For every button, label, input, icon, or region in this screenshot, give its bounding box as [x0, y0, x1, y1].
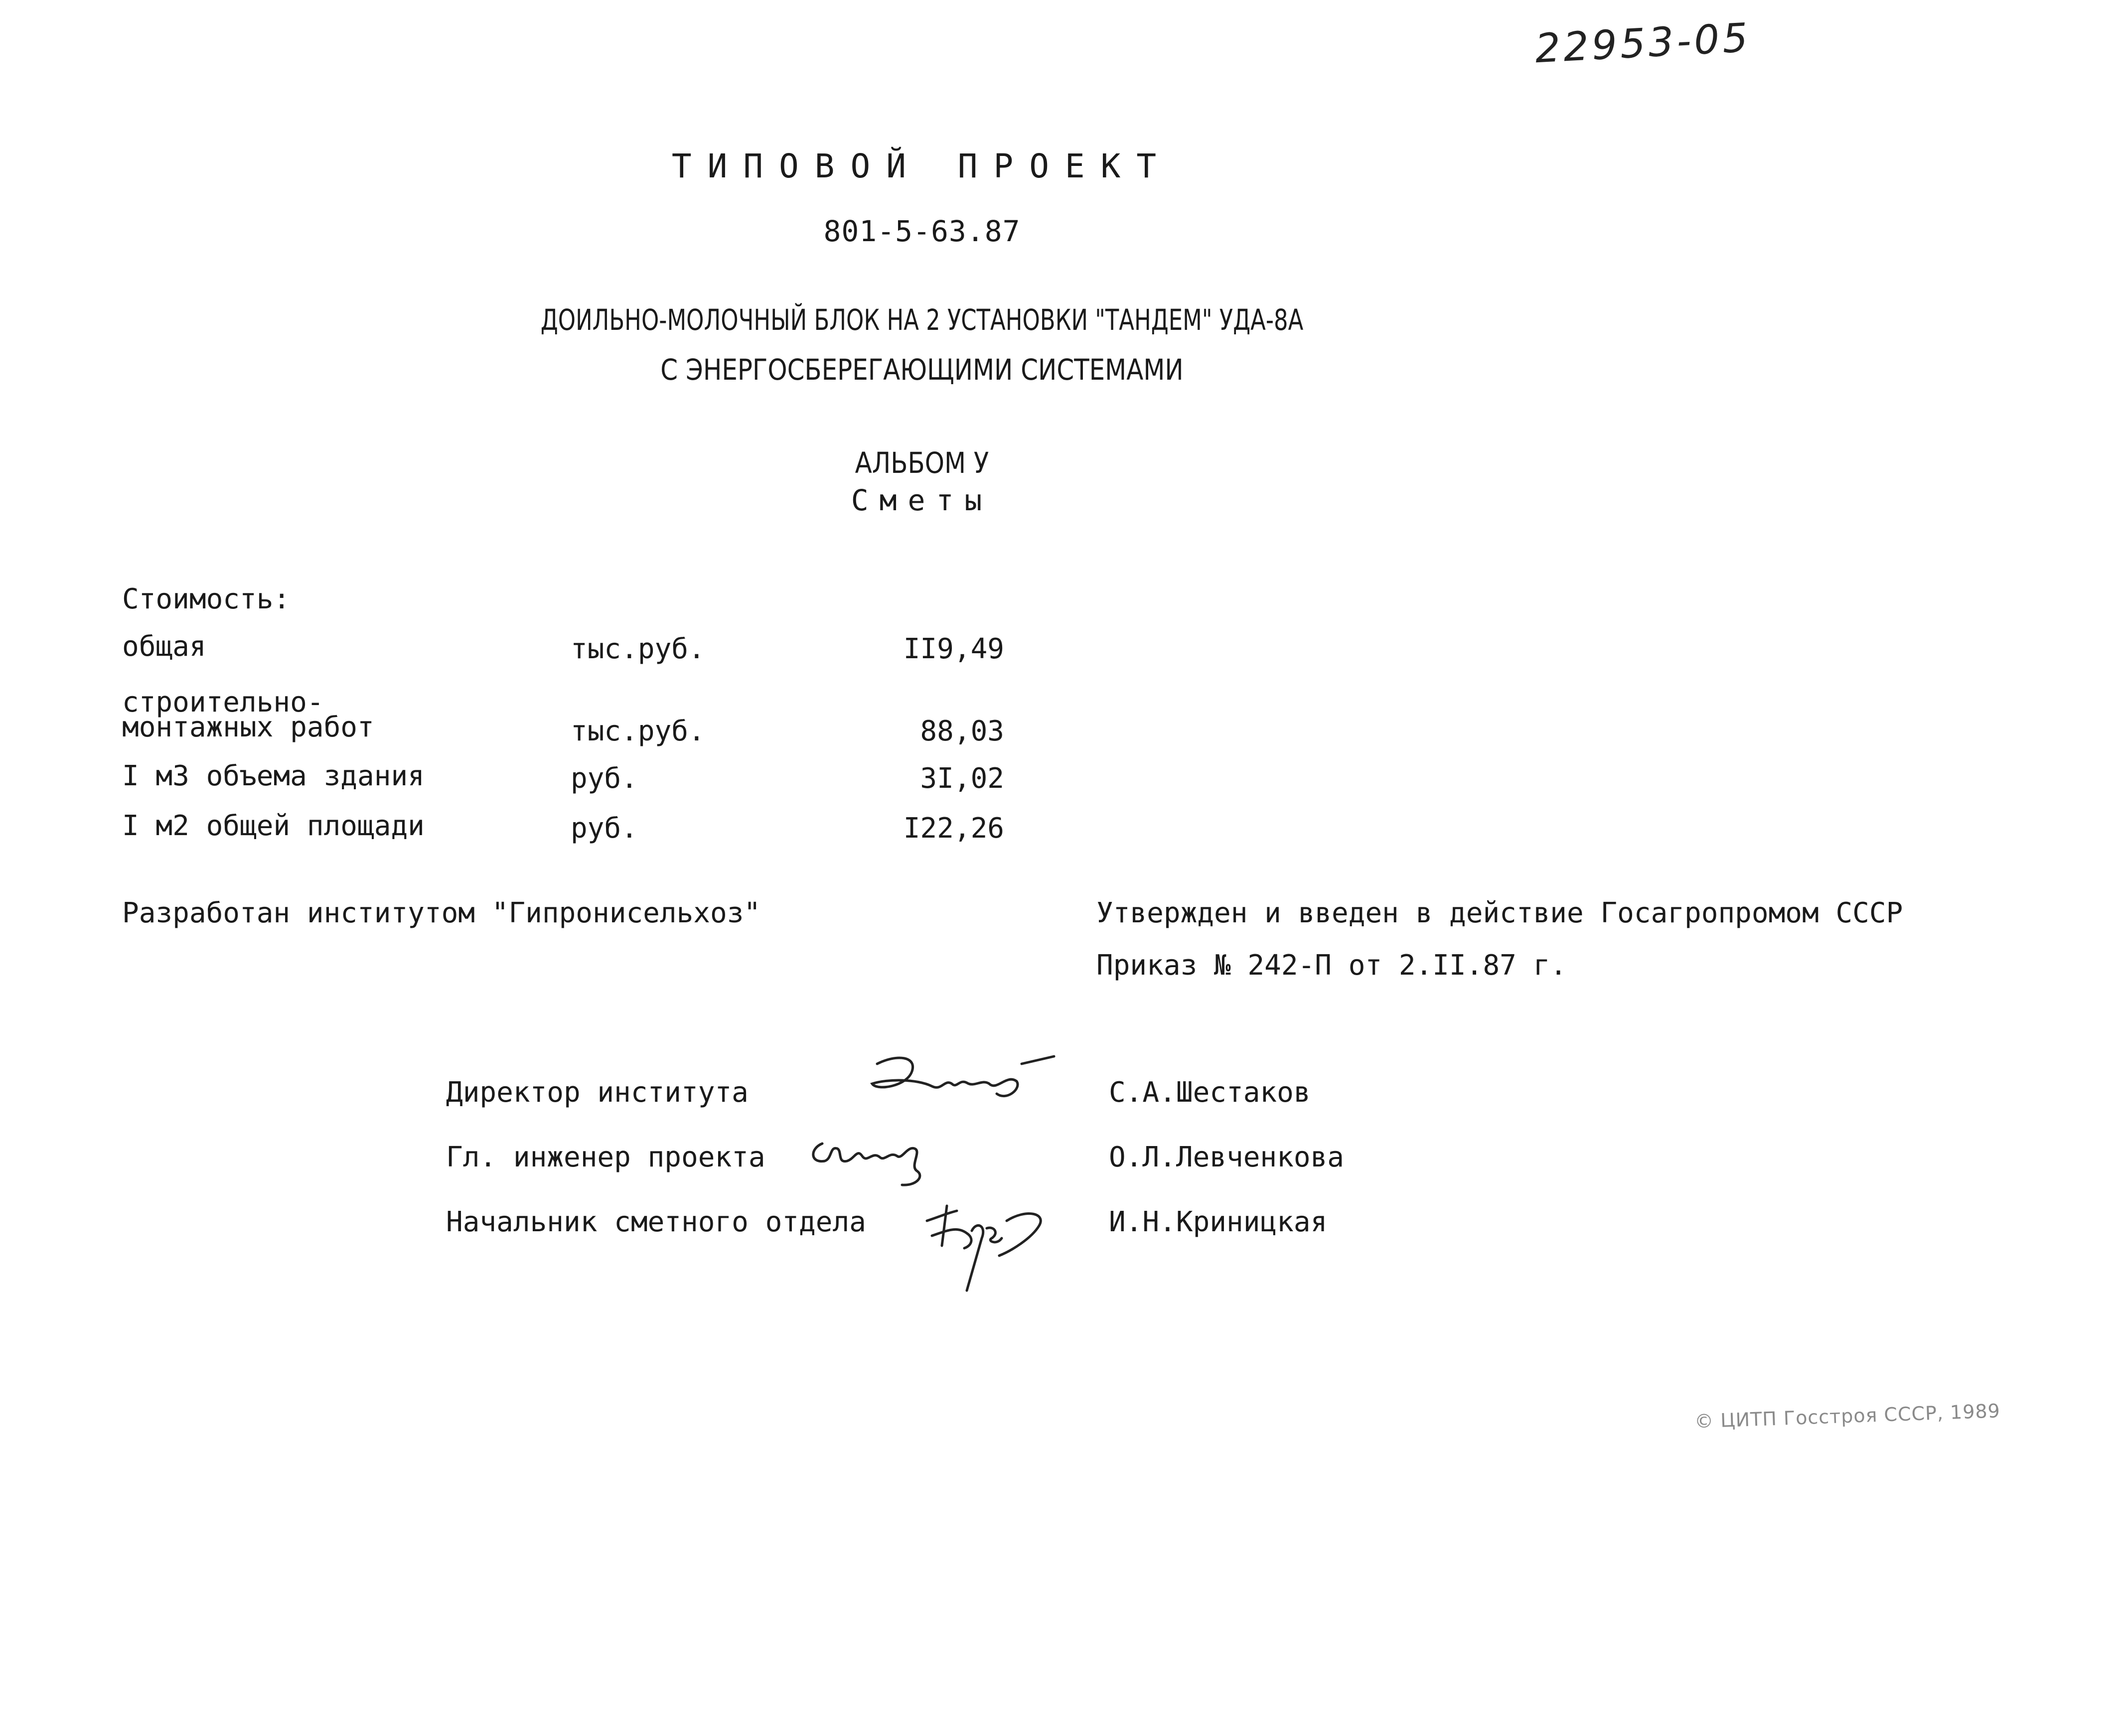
- project-title: ДОИЛЬНО-МОЛОЧНЫЙ БЛОК НА 2 УСТАНОВКИ "ТАНДЕМ" УДА-8А: [540, 303, 1304, 337]
- cost-title: Стоимость:: [122, 583, 291, 615]
- cost-label: строительно-монтажных работ: [122, 686, 374, 743]
- cost-row-total: [122, 630, 1004, 688]
- copyright-stamp: © ЦИТП Госстроя СССР, 1989: [1694, 1400, 2001, 1433]
- cost-label: I м2 общей площади: [122, 810, 425, 842]
- signatory-role-estimate-head: Начальник сметного отдела: [446, 1206, 866, 1238]
- document-heading: ТИПОВОЙ ПРОЕКТ: [671, 147, 1173, 185]
- cost-row-construction: [122, 686, 1004, 747]
- album-content: Сметы: [851, 483, 993, 517]
- signatory-name-director: С.А.Шестаков: [1109, 1076, 1311, 1109]
- cost-label: I м3 объема здания: [122, 760, 425, 792]
- approved-by: Утвержден и введен в действие Госагропромом СССР: [1096, 897, 1903, 929]
- cost-value: 3I,02: [920, 762, 1004, 795]
- cost-value: I22,26: [903, 812, 1004, 845]
- cost-label: общая: [122, 630, 206, 663]
- developed-by: Разработан институтом "Гипронисельхоз": [122, 897, 761, 929]
- signatory-role-chief-engineer: Гл. инженер проекта: [446, 1141, 765, 1173]
- cost-value: II9,49: [903, 633, 1004, 665]
- director-signature: [857, 1044, 1066, 1119]
- cost-unit: тыс.руб.: [571, 715, 705, 747]
- signatory-name-estimate-head: И.Н.Криницкая: [1109, 1206, 1328, 1238]
- project-code: 801-5-63.87: [823, 214, 1021, 248]
- signatory-role-director: Директор института: [446, 1076, 749, 1109]
- approval-order: Приказ № 242-П от 2.II.87 г.: [1096, 949, 1567, 982]
- archive-number: 22953-05: [1533, 14, 1752, 72]
- signatory-name-chief-engineer: О.Л.Левченкова: [1109, 1141, 1345, 1173]
- estimate-head-signature: [912, 1191, 1061, 1296]
- cost-row-area: [122, 810, 1004, 867]
- chief-engineer-signature: [802, 1126, 952, 1196]
- project-subtitle: С ЭНЕРГОСБЕРЕГАЮЩИМИ СИСТЕМАМИ: [660, 353, 1184, 387]
- cost-unit: тыс.руб.: [571, 633, 705, 665]
- cost-unit: руб.: [571, 762, 638, 795]
- cost-row-volume: [122, 760, 1004, 817]
- album-number: АЛЬБОМ У: [855, 446, 989, 480]
- cost-unit: руб.: [571, 812, 638, 845]
- cost-value: 88,03: [920, 715, 1004, 747]
